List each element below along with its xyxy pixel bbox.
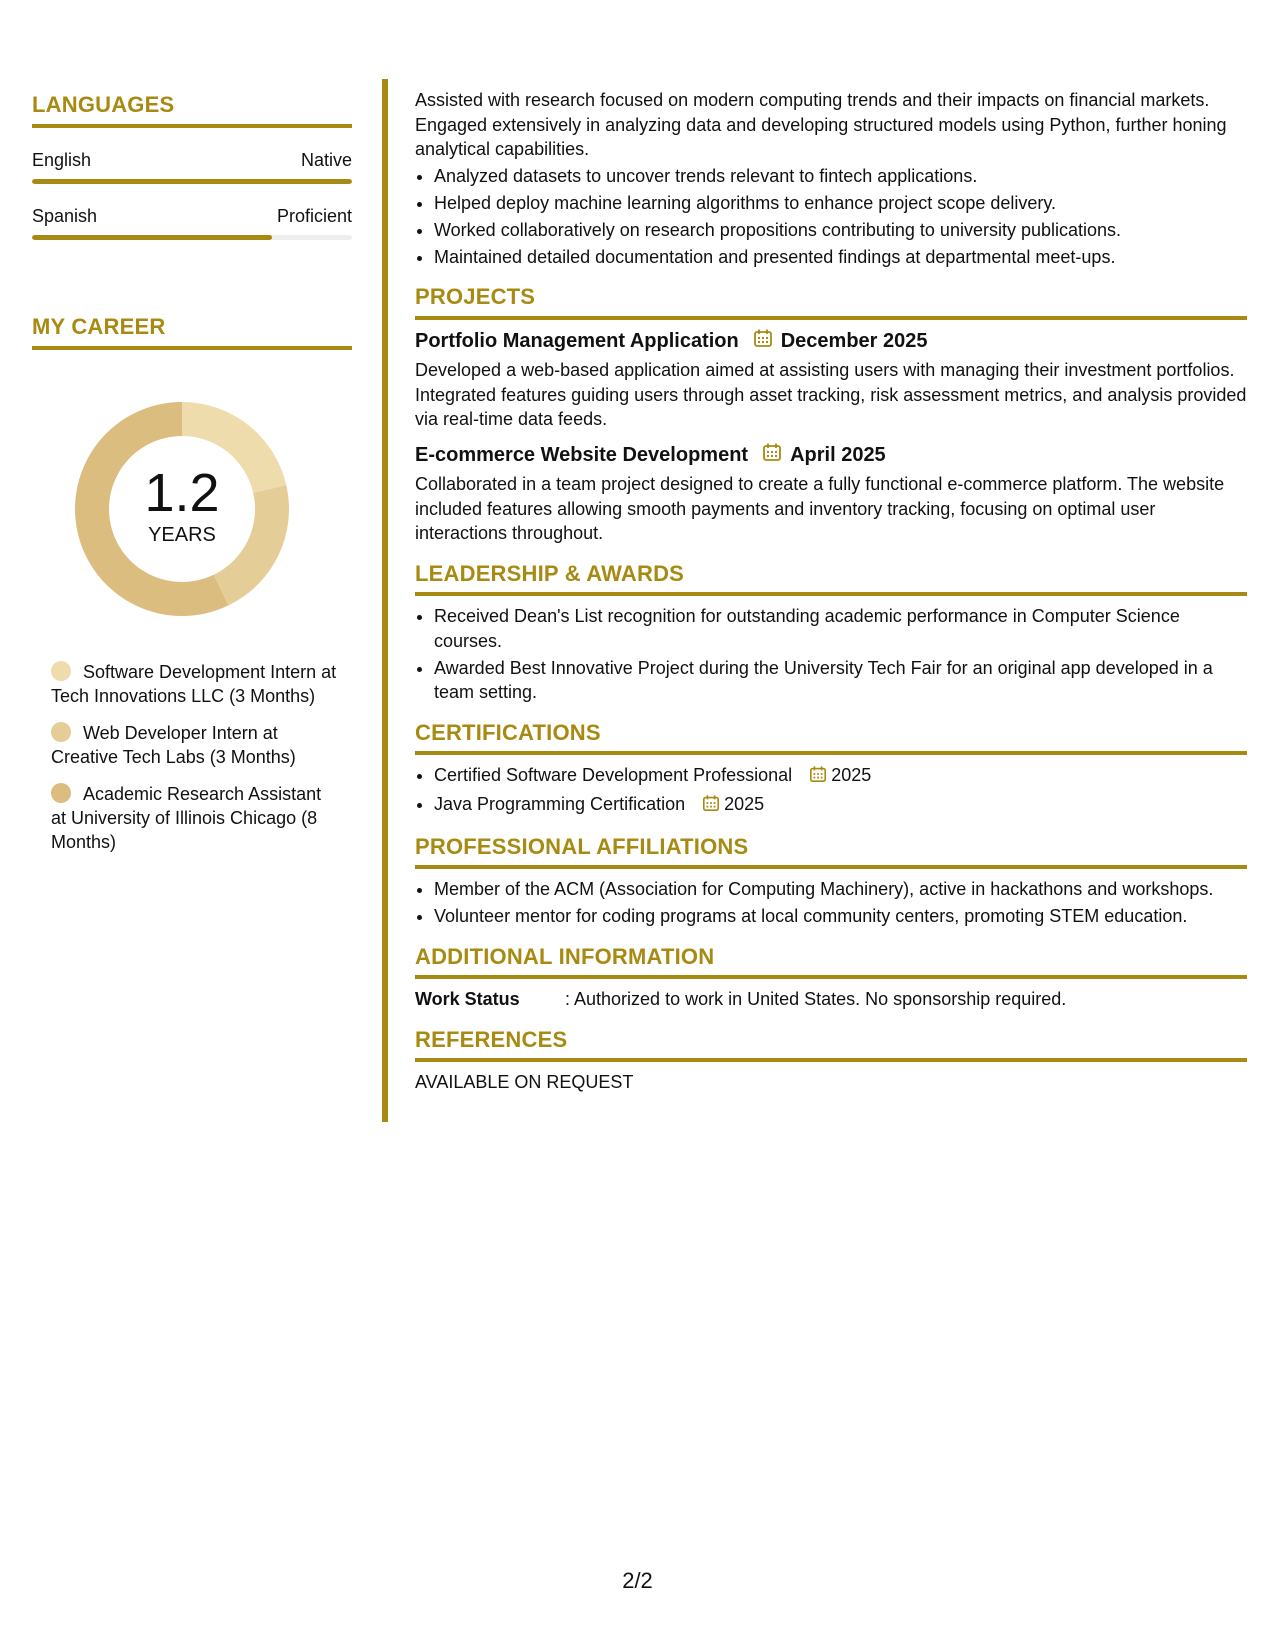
references-section bbox=[415, 1028, 1247, 1095]
career-legend-item bbox=[51, 721, 341, 769]
legend-dot-icon bbox=[51, 783, 71, 803]
affiliations-section bbox=[415, 835, 1247, 929]
work-status-label: Work Status bbox=[415, 989, 520, 1009]
leadership-list bbox=[415, 604, 1247, 705]
experience-bullets bbox=[415, 164, 1247, 270]
language-proficiency-fill bbox=[32, 235, 272, 240]
language-name: English bbox=[32, 150, 92, 170]
leadership-heading: LEADERSHIP & AWARDS bbox=[415, 562, 1247, 597]
affiliations-list bbox=[415, 877, 1247, 929]
list-item: • Maintained detailed documentation and presented findings at departmental meet-ups. bbox=[434, 245, 1247, 270]
additional-section bbox=[415, 945, 1247, 1012]
list-item: • Helped deploy machine learning algorithms to enhance project scope delivery. bbox=[434, 191, 1247, 216]
list-item: • Received Dean's List recognition for outstanding academic performance in Computer Science courses. bbox=[434, 604, 1247, 653]
work-status-value: : Authorized to work in United States. No sponsorship required. bbox=[565, 989, 1067, 1009]
list-item bbox=[434, 763, 1247, 790]
language-name: Spanish bbox=[32, 206, 98, 226]
project-item bbox=[415, 442, 1247, 546]
language-level: Proficient bbox=[276, 206, 352, 226]
left-column bbox=[32, 92, 352, 867]
additional-heading: ADDITIONAL INFORMATION bbox=[415, 945, 1247, 980]
project-description: Collaborated in a team project designed to create a fully functional e-commerce platform. The website included features allowing smooth payments and inventory tracking, focusing on optimal user interactions throughout. bbox=[415, 474, 1225, 543]
legend-dot-icon bbox=[51, 661, 71, 681]
column-divider bbox=[382, 79, 388, 1122]
project-date: April 2025 bbox=[790, 443, 886, 466]
calendar-icon bbox=[762, 442, 782, 469]
work-status-row bbox=[415, 987, 1247, 1012]
language-proficiency-bar bbox=[32, 179, 352, 184]
right-column bbox=[415, 88, 1247, 1095]
calendar-icon bbox=[753, 328, 773, 355]
experience-intro: Assisted with research focused on modern computing trends and their impacts on financial markets. Engaged extensively in analyzing data and developing structured models using Python, further honing analytical capabilities. bbox=[415, 90, 1227, 159]
calendar-icon bbox=[702, 794, 720, 819]
language-proficiency-fill bbox=[32, 179, 352, 184]
experience-continuation bbox=[415, 88, 1247, 269]
projects-heading: PROJECTS bbox=[415, 285, 1247, 320]
career-legend-item bbox=[51, 782, 341, 854]
career-legend-item bbox=[51, 660, 341, 708]
language-proficiency-bar bbox=[32, 235, 352, 240]
references-text: AVAILABLE ON REQUEST bbox=[415, 1072, 634, 1092]
certifications-heading: CERTIFICATIONS bbox=[415, 721, 1247, 756]
project-title: E-commerce Website Development bbox=[415, 443, 749, 466]
certification-year: 2025 bbox=[724, 794, 765, 814]
projects-section bbox=[415, 285, 1247, 546]
list-item: • Worked collaboratively on research propositions contributing to university publications. bbox=[434, 218, 1247, 243]
list-item bbox=[434, 792, 1247, 819]
certifications-list bbox=[415, 763, 1247, 819]
career-legend bbox=[51, 660, 341, 854]
affiliations-heading: PROFESSIONAL AFFILIATIONS bbox=[415, 835, 1247, 870]
career-total-unit: YEARS bbox=[148, 524, 216, 546]
languages-heading: LANGUAGES bbox=[32, 92, 352, 128]
career-legend-label: Software Development Intern at Tech Innovations LLC (3 Months) bbox=[51, 662, 337, 706]
certification-name: Certified Software Development Professional bbox=[434, 765, 793, 785]
language-item bbox=[32, 150, 352, 184]
project-date: December 2025 bbox=[780, 329, 928, 352]
language-item bbox=[32, 206, 352, 240]
project-title: Portfolio Management Application bbox=[415, 329, 739, 352]
calendar-icon bbox=[809, 765, 827, 790]
list-item: • Member of the ACM (Association for Computing Machinery), active in hackathons and workshops. bbox=[434, 877, 1247, 902]
language-level: Native bbox=[300, 150, 352, 170]
page-number: 2/2 bbox=[622, 1568, 653, 1593]
legend-dot-icon bbox=[51, 722, 71, 742]
career-legend-label: Academic Research Assistant at University of Illinois Chicago (8 Months) bbox=[51, 784, 322, 852]
list-item: • Analyzed datasets to uncover trends relevant to fintech applications. bbox=[434, 164, 1247, 189]
list-item: • Volunteer mentor for coding programs at local community centers, promoting STEM education. bbox=[434, 904, 1247, 929]
certification-name: Java Programming Certification bbox=[434, 794, 686, 814]
leadership-section bbox=[415, 562, 1247, 705]
project-description: Developed a web-based application aimed at assisting users with managing their investment portfolios. Integrated features guiding users through asset tracking, risk assessment metrics, and analysis provided via real-time data feeds. bbox=[415, 360, 1247, 429]
career-total-value: 1.2 bbox=[144, 463, 220, 523]
career-donut-chart bbox=[67, 394, 297, 624]
list-item: • Awarded Best Innovative Project during the University Tech Fair for an original app developed in a team setting. bbox=[434, 656, 1247, 705]
references-heading: REFERENCES bbox=[415, 1028, 1247, 1063]
career-legend-label: Web Developer Intern at Creative Tech Labs (3 Months) bbox=[51, 723, 296, 767]
certification-year: 2025 bbox=[831, 765, 872, 785]
career-heading: MY CAREER bbox=[32, 314, 352, 350]
career-section bbox=[32, 314, 352, 854]
project-item bbox=[415, 328, 1247, 432]
certifications-section bbox=[415, 721, 1247, 819]
